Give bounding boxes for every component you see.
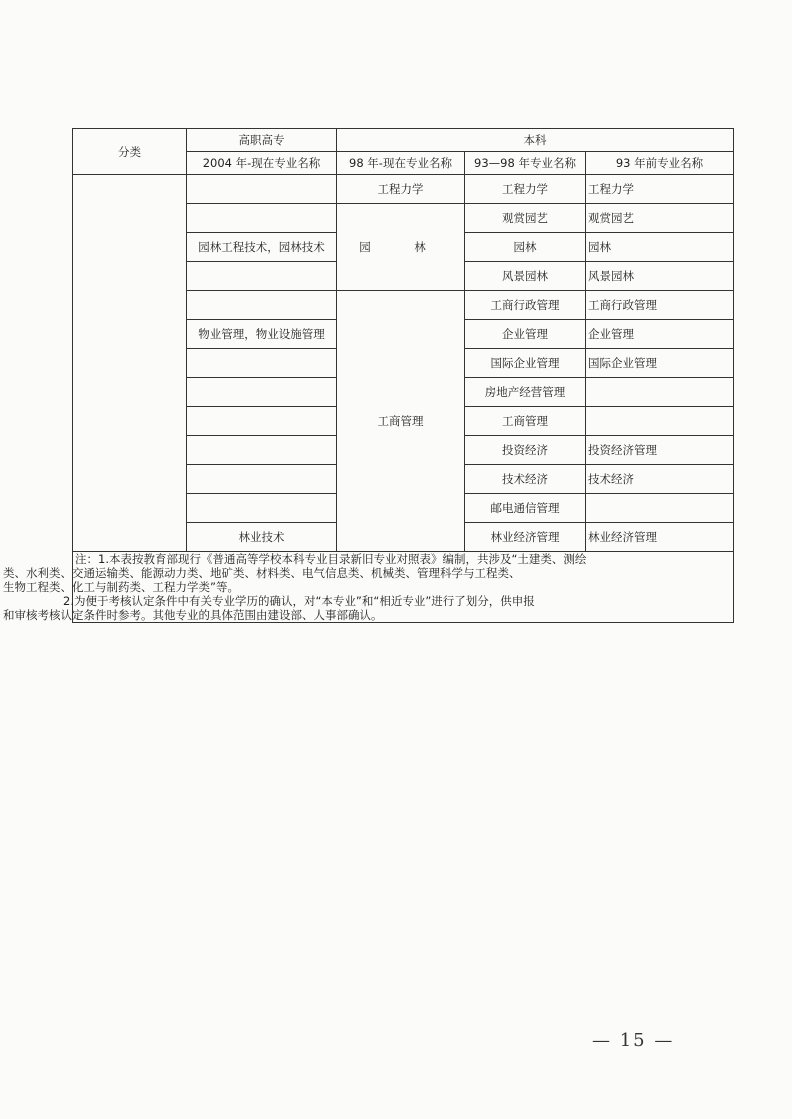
major-93-98-cell: 风景园林 xyxy=(465,262,586,291)
major-pre93-cell xyxy=(586,378,734,407)
major-pre93-cell: 风景园林 xyxy=(586,262,734,291)
major-pre93-cell: 林业经济管理 xyxy=(586,523,734,552)
header-category: 分类 xyxy=(73,129,187,175)
vocational-cell xyxy=(187,436,337,465)
notes-row xyxy=(73,552,734,623)
vocational-cell xyxy=(187,349,337,378)
vocational-cell xyxy=(187,465,337,494)
major-93-98-cell: 企业管理 xyxy=(465,320,586,349)
major-93-98-cell: 工程力学 xyxy=(465,175,586,204)
major-98-cell xyxy=(337,204,465,291)
header-vocational-group: 高职高专 xyxy=(187,129,337,152)
major-93-98-cell: 技术经济 xyxy=(465,465,586,494)
major-pre93-cell: 工商行政管理 xyxy=(586,291,734,320)
vocational-cell xyxy=(187,291,337,320)
note-line-1: 注：1.本表按教育部现行《普通高等学校本科专业目录新旧专业对照表》编制，共涉及“土建类、测绘 xyxy=(75,552,587,566)
vocational-cell xyxy=(187,494,337,523)
major-93-98-cell: 林业经济管理 xyxy=(465,523,586,552)
vocational-cell xyxy=(187,204,337,233)
major-98-cell: 工程力学 xyxy=(337,175,465,204)
major-93-98-cell: 邮电通信管理 xyxy=(465,494,586,523)
vocational-cell xyxy=(187,407,337,436)
major-pre93-cell xyxy=(586,494,734,523)
major-pre93-cell: 工程力学 xyxy=(586,175,734,204)
vocational-cell: 园林工程技术，园林技术 xyxy=(187,233,337,262)
major-98-cell: 工商管理 xyxy=(337,291,465,552)
vocational-cell: 物业管理，物业设施管理 xyxy=(187,320,337,349)
header-col-pre-93: 93 年前专业名称 xyxy=(586,152,734,175)
major-pre93-cell: 技术经济 xyxy=(586,465,734,494)
major-pre93-cell: 观赏园艺 xyxy=(586,204,734,233)
major-93-98-cell: 国际企业管理 xyxy=(465,349,586,378)
vocational-cell xyxy=(187,262,337,291)
major-93-98-cell: 园林 xyxy=(465,233,586,262)
table-header-row xyxy=(73,129,734,152)
header-col-vocational: 2004 年-现在专业名称 xyxy=(187,152,337,175)
page-number: — 15 — xyxy=(592,1030,675,1051)
major-93-98-cell: 房地产经营管理 xyxy=(465,378,586,407)
major-93-98-cell: 观赏园艺 xyxy=(465,204,586,233)
major-comparison-table xyxy=(3,128,734,623)
major-pre93-cell: 国际企业管理 xyxy=(586,349,734,378)
note-line-3: 生物工程类、化工与制药类、工程力学类”等。 xyxy=(3,580,239,594)
notes-cell xyxy=(3,552,734,623)
vocational-cell: 林业技术 xyxy=(187,523,337,552)
major-93-98-cell: 投资经济 xyxy=(465,436,586,465)
header-col-98-now: 98 年-现在专业名称 xyxy=(337,152,465,175)
note-line-4: 2.为便于考核认定条件中有关专业学历的确认，对“本专业”和“相近专业”进行了划分，供申报 xyxy=(63,594,535,608)
major-pre93-cell: 园林 xyxy=(586,233,734,262)
vocational-cell xyxy=(187,175,337,204)
vocational-cell xyxy=(187,378,337,407)
major-pre93-cell: 投资经济管理 xyxy=(586,436,734,465)
major-pre93-cell xyxy=(586,407,734,436)
header-undergrad-group: 本科 xyxy=(337,129,734,152)
header-col-93-98: 93—98 年专业名称 xyxy=(465,152,586,175)
major-93-98-cell: 工商管理 xyxy=(465,407,586,436)
major-pre93-cell: 企业管理 xyxy=(586,320,734,349)
note-line-2: 类、水利类、交通运输类、能源动力类、地矿类、材料类、电气信息类、机械类、管理科学与工程类、 xyxy=(3,566,521,580)
table-row xyxy=(73,175,734,204)
landscape-label: 园 林 xyxy=(359,240,442,254)
category-cell xyxy=(73,175,187,552)
major-93-98-cell: 工商行政管理 xyxy=(465,291,586,320)
note-line-5: 和审核考核认定条件时参考。其他专业的具体范围由建设部、人事部确认。 xyxy=(3,608,383,622)
